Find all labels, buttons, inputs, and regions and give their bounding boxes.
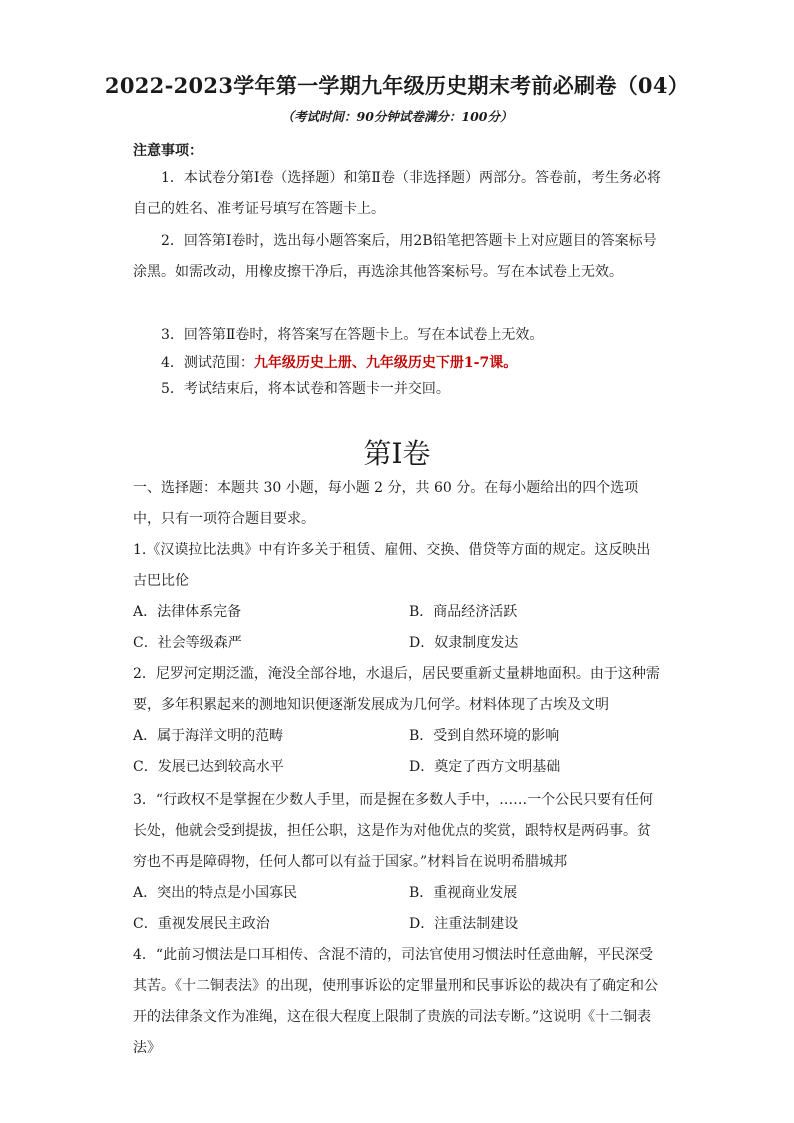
question-2-options-row-1 [133, 721, 663, 752]
q3-option-c: C．重视发展民主政治 [133, 916, 270, 932]
q2-option-a: A．属于海洋文明的范畴 [133, 728, 284, 744]
q3-option-b: B．重视商业发展 [409, 885, 518, 901]
question-2-stem: 2．尼罗河定期泛滥，淹没全部谷地，水退后，居民要重新丈量耕地面积。由于这种需要，多年积累起来的测地知识便逐渐发展成为几何学。材料体现了古埃及文明 [133, 666, 660, 713]
question-1-stem: 1.《汉谟拉比法典》中有许多关于租赁、雇佣、交换、借贷等方面的规定。这反映出古巴比伦 [133, 542, 651, 589]
note-3: 3．回答第Ⅱ卷时，将答案写在答题卡上。写在本试卷上无效。 [161, 327, 544, 343]
note-2: 2．回答第Ⅰ卷时，选出每小题答案后，用2B铅笔把答题卡上对应题目的答案标号涂黑。如需改动，用橡皮擦干净后，再选涂其他答案标号。写在本试卷上无效。 [133, 233, 657, 280]
note-5: 5．考试结束后，将本试卷和答题卡一并交回。 [161, 381, 450, 397]
q2-option-b: B．受到自然环境的影响 [409, 728, 560, 744]
q1-option-c: C．社会等级森严 [133, 635, 242, 651]
exam-subtitle: （考试时间：90分钟试卷满分：100分） [281, 109, 513, 124]
section-title: 第Ⅰ卷 [363, 437, 431, 470]
q1-option-a: A．法律体系完备 [133, 604, 242, 620]
question-3-stem: 3．“行政权不是掌握在少数人手里，而是握在多数人手中，……一个公民只要有任何长处，他就会受到提拔，担任公职，这是作为对他优点的奖赏，跟特权是两码事。贫穷也不再是障碍物，任何人都可以有益于国家。”材料旨在说明希腊城邦 [133, 792, 654, 870]
section-instructions: 一、选择题：本题共 30 小题，每小题 2 分，共 60 分。在每小题给出的四个选项中，只有一项符合题目要求。 [133, 480, 639, 527]
note-4-prefix: 4．测试范围： [161, 355, 254, 371]
question-2-options-row-2 [133, 752, 663, 783]
question-4-stem: 4．“此前习惯法是口耳相传、含混不清的，司法官使用习惯法时任意曲解，平民深受其苦。《十二铜表法》的出现，使刑事诉讼的定罪量刑和民事诉讼的裁决有了确定和公开的法律条文作为准绳，这在很大程度上限制了贵族的司法专断。”这说明《十二铜表法》 [133, 947, 658, 1056]
q2-option-c: C．发展已达到较高水平 [133, 759, 284, 775]
exam-title: 2022-2023学年第一学期九年级历史期末考前必刷卷（04） [104, 73, 690, 98]
q3-option-a: A．突出的特点是小国寡民 [133, 885, 298, 901]
note-1: 1．本试卷分第Ⅰ卷（选择题）和第Ⅱ卷（非选择题）两部分。答卷前，考生务必将自己的姓名、准考证号填写在答题卡上。 [133, 170, 661, 217]
question-3-options-row-1 [133, 878, 663, 909]
question-3-options-row-2 [133, 909, 663, 940]
notes-heading: 注意事项： [133, 143, 203, 159]
question-1-options-row-1 [133, 597, 663, 628]
q3-option-d: D．注重法制建设 [409, 916, 519, 932]
q1-option-b: B．商品经济活跃 [409, 604, 518, 620]
q1-option-d: D．奴隶制度发达 [409, 635, 519, 651]
test-range: 九年级历史上册、九年级历史下册1-7课。 [253, 355, 518, 371]
question-1-options-row-2 [133, 628, 663, 659]
q2-option-d: D．奠定了西方文明基础 [409, 759, 561, 775]
